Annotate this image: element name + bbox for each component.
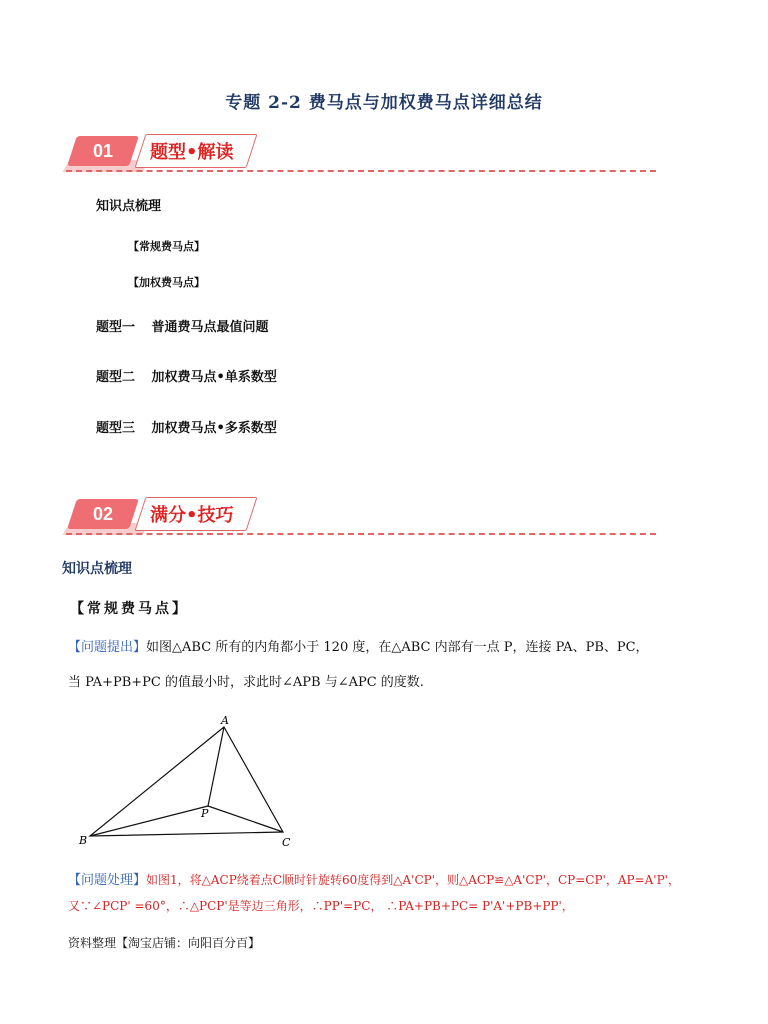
section-banner-1 [0, 130, 768, 174]
toc-type-3 [96, 417, 277, 436]
page-title: 专题 2-2 费马点与加权费马点详细总结 [225, 93, 543, 113]
problem-tag: 【问题提出】 [68, 640, 147, 655]
process-line-1 [68, 870, 758, 891]
process-line-2: 又∵∠PCP' =60°，∴△PCP'是等边三角形，∴PP'=PC， ∴PA+PB+PC= P'A'+PB+PP'， [68, 899, 574, 913]
process-tag: 【问题处理】 [68, 873, 147, 888]
problem-statement [68, 638, 728, 658]
segment-pa [208, 727, 224, 806]
type-name: 题型二 [96, 370, 136, 385]
problem-line-2: 当 PA+PB+PC 的值最小时，求此时∠APB 与∠APC 的度数. [68, 675, 424, 690]
triangle-abc [90, 727, 283, 836]
toc-sub-item-weighted: 【加权费马点】 [128, 276, 205, 289]
dashed-divider [66, 170, 656, 172]
label-c: C [282, 836, 291, 849]
subsection-title: 【常规费马点】 [70, 601, 189, 617]
type-name: 题型一 [96, 320, 136, 335]
type-desc: 加权费马点•多系数型 [151, 421, 277, 436]
section2-heading: 知识点梳理 [62, 561, 132, 577]
label-p: P [201, 807, 209, 820]
section-label: 题型•解读 [150, 142, 234, 163]
section-banner-2 [0, 493, 768, 537]
dashed-divider [66, 533, 656, 535]
section-number: 01 [67, 136, 139, 166]
section-label: 满分•技巧 [150, 505, 234, 526]
problem-line-1: 如图△ABC 所有的内角都小于 120 度，在△ABC 内部有一点 P，连接 PA、PB、PC， [146, 640, 649, 655]
type-desc: 普通费马点最值问题 [151, 320, 269, 335]
toc-sub-item-regular: 【常规费马点】 [128, 240, 205, 253]
type-desc: 加权费马点•单系数型 [151, 370, 277, 385]
segment-pc [208, 806, 283, 832]
section1-heading: 知识点梳理 [96, 199, 162, 214]
section-number: 02 [67, 499, 139, 529]
toc-type-2 [96, 366, 277, 385]
label-a: A [221, 714, 229, 727]
triangle-figure [70, 710, 310, 855]
process-text-1: 如图1，将△ACP绕着点C顺时针旋转60度得到△A'CP'，则△ACP≌△A'CP'，CP=CP'，AP=A'P'， [146, 873, 680, 887]
toc-type-1 [96, 316, 269, 335]
footer-note: 资料整理【淘宝店铺：向阳百分百】 [68, 936, 261, 950]
label-b: B [79, 834, 88, 847]
type-name: 题型三 [96, 421, 136, 436]
